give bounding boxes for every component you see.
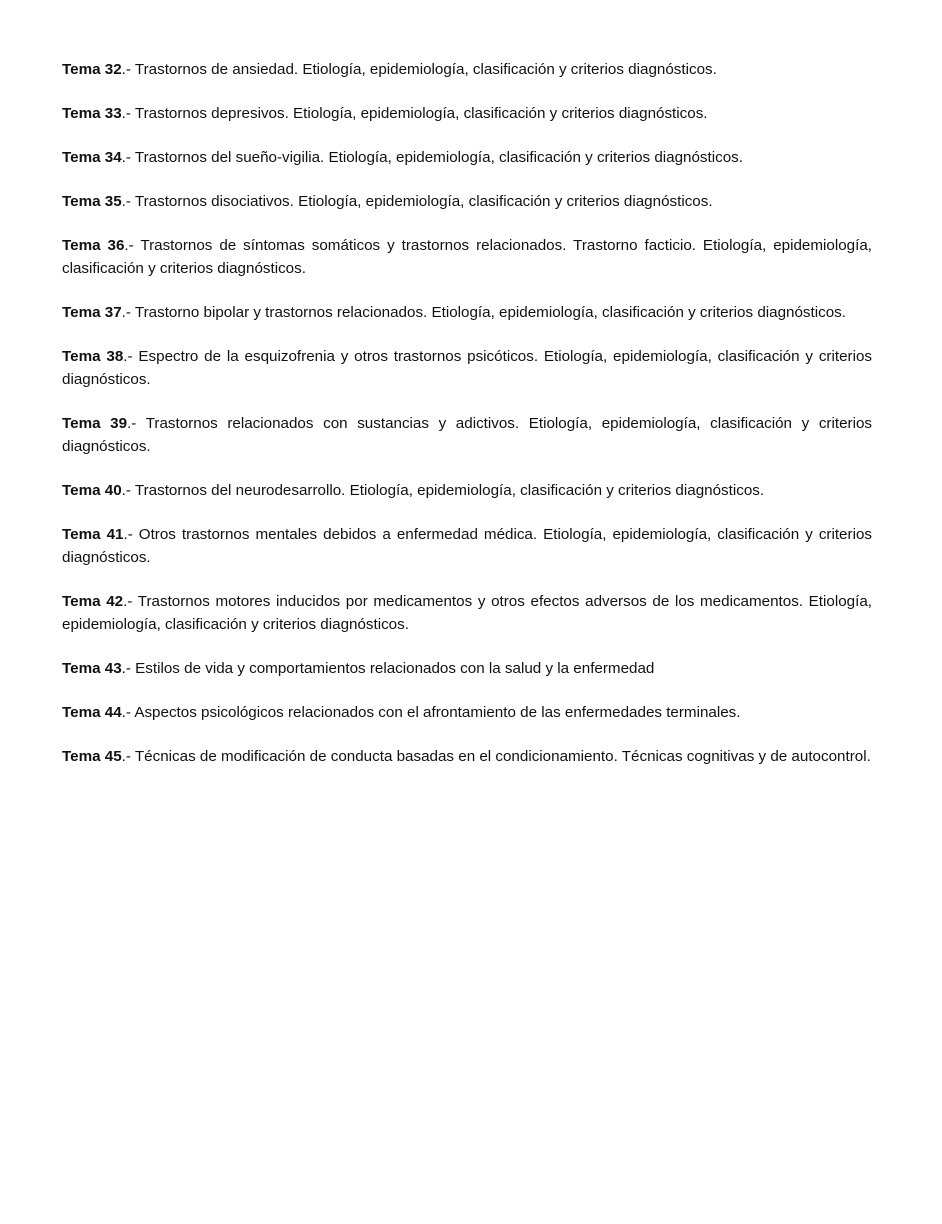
topic-number: Tema 43 bbox=[62, 660, 122, 677]
topic-description: .- Trastornos depresivos. Etiología, epidemiología, clasificación y criterios diagnósticos. bbox=[121, 105, 708, 122]
topic-number: Tema 42 bbox=[62, 593, 124, 610]
topic-description: .- Técnicas de modificación de conducta basadas en el condicionamiento. Técnicas cognitivas y de autocontrol. bbox=[121, 748, 871, 765]
topic-description: .- Trastorno bipolar y trastornos relacionados. Etiología, epidemiología, clasificación y criterios diagnósticos. bbox=[121, 304, 846, 321]
topic-description: .- Trastornos disociativos. Etiología, epidemiología, clasificación y criterios diagnósticos. bbox=[121, 193, 713, 210]
topic-description: .- Aspectos psicológicos relacionados con el afrontamiento de las enfermedades terminales. bbox=[121, 704, 741, 721]
topic-description: .- Trastornos de síntomas somáticos y trastornos relacionados. Trastorno facticio. Etiología, epidemiología, clasificación y criterios diagnósticos. bbox=[62, 237, 872, 277]
topic-number: Tema 44 bbox=[62, 704, 122, 721]
topic-item bbox=[62, 234, 872, 280]
topic-description: .- Trastornos del sueño-vigilia. Etiología, epidemiología, clasificación y criterios diagnósticos. bbox=[121, 149, 743, 166]
topic-item bbox=[62, 657, 872, 680]
topic-number: Tema 33 bbox=[62, 105, 122, 122]
topic-item bbox=[62, 701, 872, 724]
topic-number: Tema 37 bbox=[62, 304, 122, 321]
topic-description: .- Trastornos del neurodesarrollo. Etiología, epidemiología, clasificación y criterios diagnósticos. bbox=[121, 482, 765, 499]
topic-item bbox=[62, 102, 872, 125]
topic-item bbox=[62, 58, 872, 81]
topic-description: .- Trastornos de ansiedad. Etiología, epidemiología, clasificación y criterios diagnósticos. bbox=[121, 61, 717, 78]
topic-item bbox=[62, 412, 872, 458]
topic-item bbox=[62, 345, 872, 391]
topic-item bbox=[62, 745, 872, 768]
topic-number: Tema 35 bbox=[62, 193, 122, 210]
topic-description: .- Trastornos motores inducidos por medicamentos y otros efectos adversos de los medicamentos. Etiología, epidemiología, clasificación y criterios diagnósticos. bbox=[62, 593, 872, 633]
topic-item bbox=[62, 190, 872, 213]
topic-description: .- Otros trastornos mentales debidos a enfermedad médica. Etiología, epidemiología, clasificación y criterios diagnósticos. bbox=[62, 526, 872, 566]
topic-number: Tema 41 bbox=[62, 526, 124, 543]
topic-description: .- Estilos de vida y comportamientos relacionados con la salud y la enfermedad bbox=[121, 660, 655, 677]
topic-description: .- Espectro de la esquizofrenia y otros trastornos psicóticos. Etiología, epidemiología, clasificación y criterios diagnósticos. bbox=[62, 348, 872, 388]
topic-item bbox=[62, 146, 872, 169]
topic-item bbox=[62, 523, 872, 569]
topic-number: Tema 38 bbox=[62, 348, 124, 365]
topic-number: Tema 40 bbox=[62, 482, 122, 499]
topic-item bbox=[62, 590, 872, 636]
topic-number: Tema 39 bbox=[62, 415, 128, 432]
topic-item bbox=[62, 301, 872, 324]
topic-number: Tema 32 bbox=[62, 61, 122, 78]
topic-description: .- Trastornos relacionados con sustancias y adictivos. Etiología, epidemiología, clasificación y criterios diagnósticos. bbox=[62, 415, 872, 455]
topic-number: Tema 34 bbox=[62, 149, 122, 166]
topic-number: Tema 45 bbox=[62, 748, 122, 765]
topic-number: Tema 36 bbox=[62, 237, 125, 254]
topic-item bbox=[62, 479, 872, 502]
document-page bbox=[62, 58, 872, 789]
